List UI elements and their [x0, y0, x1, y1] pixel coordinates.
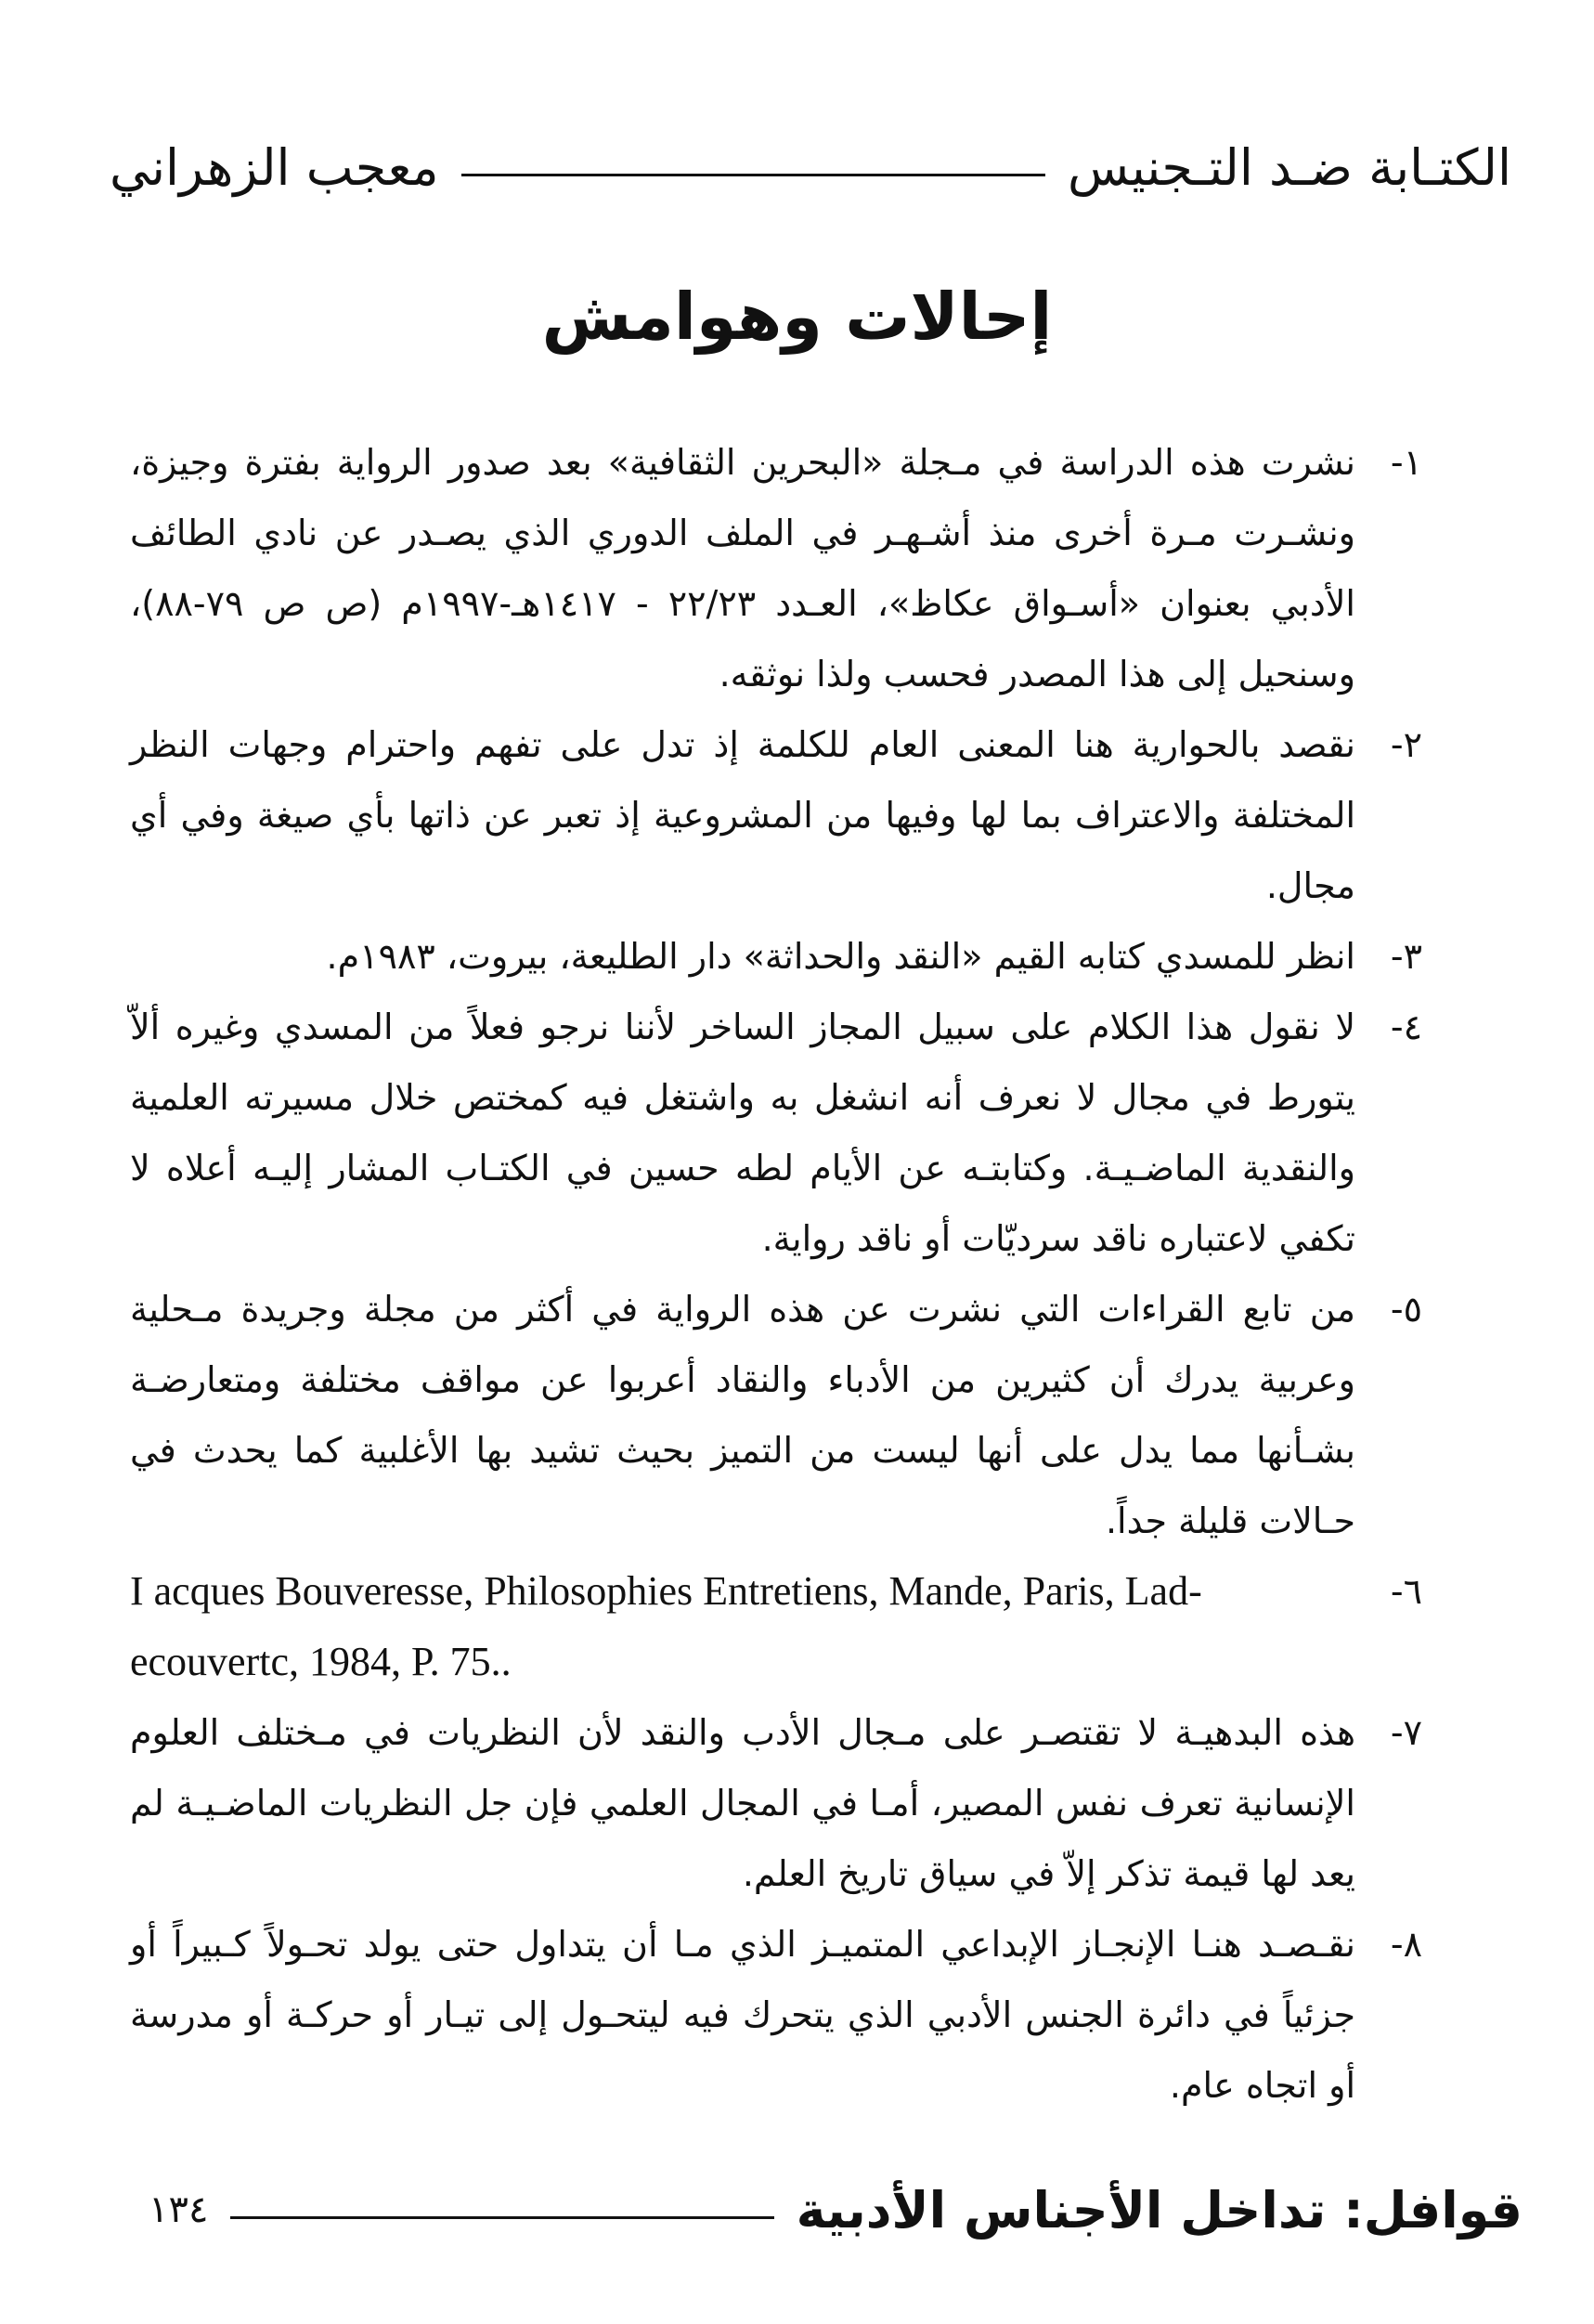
- section-title: إحالات وهوامش: [541, 279, 1053, 355]
- note-number: ٤-: [1390, 1006, 1423, 1047]
- note-text: هذه البدهيـة لا تقتصـر على مـجال الأدب والنقد لأن النظريات في مـختلف العلوم الإنسانية تعرف نفس المصير، أمـا في المجال العلمي فإن جل النظريات الماضـيـة لم يعد لها قيمة تذكر إلاّ في سياق تاريخ العلم.: [130, 1712, 1355, 1894]
- note-item: [130, 1909, 1458, 2121]
- note-text: نقـصـد هنـا الإنجـاز الإبداعي المتميـز الذي مـا أن يتداول حتى يولد تحـولاً كـبيراً أو جزئياً في دائرة الجنس الأدبي الذي يتحرك فيه ليتحـول إلى تيـار أو حركـة أو مدرسة أو اتجاه عام.: [130, 1924, 1355, 2106]
- note-text: من تابع القراءات التي نشرت عن هذه الرواية في أكثر من مجلة وجريدة مـحلية وعربية يدرك أن كثيرين من الأدباء والنقاد أعربوا عن مواقف مختلفة ومتعارضـة بشـأنها مما يدل على أنها ليست من التميز بحيث تشيد بها الأغلبية كما يحدث في حـالات قليلة جداً.: [130, 1289, 1355, 1541]
- notes-list: [130, 427, 1458, 2121]
- note-number: ٣-: [1390, 936, 1423, 977]
- note-number: ٥-: [1390, 1289, 1423, 1330]
- note-item: [130, 1556, 1458, 1697]
- note-number: ٦-: [1390, 1571, 1423, 1612]
- author-name: معجب الزهراني: [110, 137, 439, 197]
- note-text: انظر للمسدي كتابه القيم «النقد والحداثة» دار الطليعة، بيروت، ١٩٨٣م.: [326, 936, 1355, 977]
- note-item: [130, 709, 1458, 921]
- note-item: [130, 1274, 1458, 1556]
- note-text: لا نقول هذا الكلام على سبيل المجاز الساخر لأننا نرجو فعلاً من المسدي وغيره ألاّ يتورط في مجال لا نعرف أنه انشغل به واشتغل فيه كمختص خلال مسيرته العلمية والنقدية الماضـيـة. وكتابتـه عن الأيام لطه حسين في الكتـاب المشار إليـه أعلاه لا تكفي لاعتباره ناقد سرديّات أو ناقد رواية.: [130, 1006, 1355, 1259]
- footer-rule: [230, 2216, 773, 2219]
- note-item: [130, 992, 1458, 1274]
- page-number: ١٣٤: [149, 2188, 209, 2231]
- note-item: [130, 1697, 1458, 1909]
- note-item: [130, 921, 1458, 992]
- note-text: نقصد بالحوارية هنا المعنى العام للكلمة إذ تدل على تفهم واحترام وجهات النظر المختلفة والاعتراف بما لها وفيها من المشروعية إذ تعبر عن ذاتها بأي صيغة وفي أي مجال.: [130, 724, 1355, 906]
- header-rule: [461, 174, 1045, 176]
- note-number: ٨-: [1390, 1924, 1423, 1965]
- note-text: نشرت هذه الدراسة في مـجلة «البحرين الثقافية» بعد صدور الرواية بفترة وجيزة، ونشـرت مـرة أخرى منذ أشـهـر في الملف الدوري الذي يصـدر عن نادي الطائف الأدبي بعنوان «أسـواق عكاظ»، العـدد ٢٢/٢٣ - ١٤١٧هـ-١٩٩٧م (ص ص ٧٩-٨٨)، وسنحيل إلى هذا المصدر فحسب ولذا نوثقه.: [130, 442, 1355, 695]
- note-number: ١-: [1390, 442, 1423, 483]
- note-item: [130, 427, 1458, 709]
- note-number: ٧-: [1390, 1712, 1423, 1753]
- book-title: الكتـابة ضـد التـجنيس: [1067, 137, 1511, 197]
- journal-title: قوافل: تداخل الأجناس الأدبية: [796, 2180, 1523, 2240]
- note-number: ٢-: [1390, 724, 1423, 765]
- running-footer: [149, 2173, 1523, 2247]
- running-header: [110, 130, 1511, 204]
- note-text-latin-citation: I acques Bouveresse, Philosophies Entretiens, Mande, Paris, Lad-ecouvertc, 1984, P. 75..: [130, 1568, 1202, 1684]
